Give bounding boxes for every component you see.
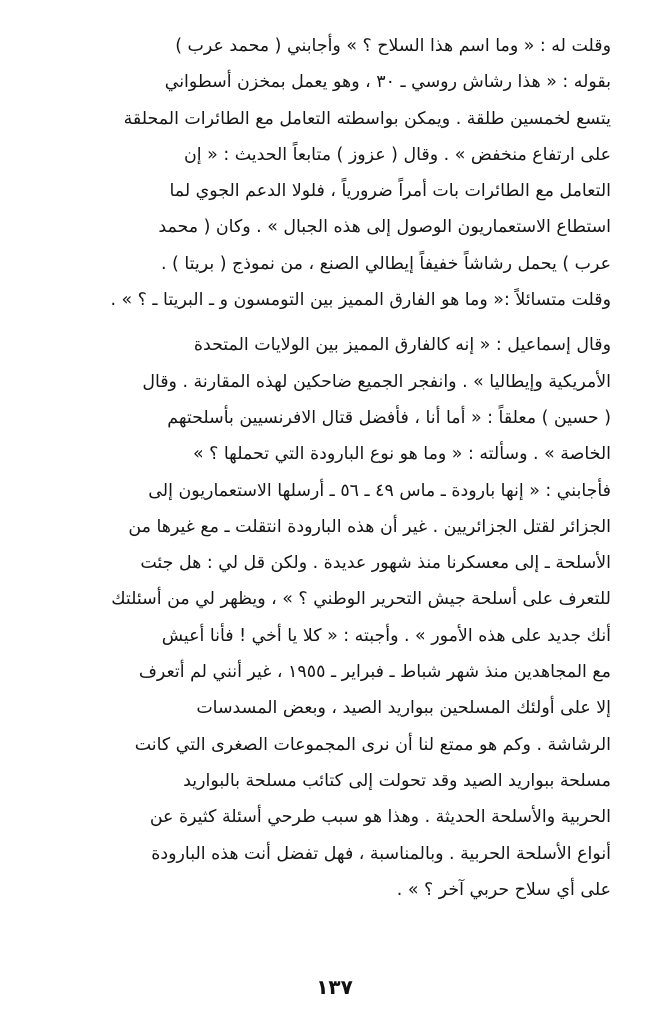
text-line: الخاصة » . وسألته : « وما هو نوع البارودة التي تحملها ؟ » [192,444,611,465]
text-line: الأمريكية وإيطاليا » . وانفجر الجميع ضاحكين لهذه المقارنة . وقال [142,371,611,392]
text-line: الأسلحة ـ إلى معسكرنا منذ شهور عديدة . ولكن قل لي : هل جئت [140,553,611,574]
paragraph-gap [48,318,611,327]
text-line: الجزائر لقتل الجزائريين . غير أن هذه البارودة انتقلت ـ مع غيرها من [128,516,611,537]
text-line: إلا على أولئك المسلحين ببواريد الصيد ، وبعض المسدسات [196,698,611,719]
text-line: على ارتفاع منخفض » . وقال ( عزوز ) متابعاً الحديث : « إن [184,144,611,165]
text-line: وقال إسماعيل : « إنه كالفارق المميز بين الولايات المتحدة [193,335,611,356]
text-line: الرشاشة . وكم هو ممتع لنا أن نرى المجموعات الصغرى التي كانت [134,734,611,755]
paragraph-1 [48,28,611,318]
body-text [48,28,611,908]
text-line: على أي سلاح حربي آخر ؟ » . [396,879,611,900]
text-line: التعامل مع الطائرات بات أمراً ضرورياً ، فلولا الدعم الجوي لما [169,181,611,202]
text-line: استطاع الاستعماريون الوصول إلى هذه الجبال » . وكان ( محمد [158,217,611,238]
text-line: بقوله : « هذا رشاش روسي ـ ٣٠ ، وهو يعمل بمخزن أسطواني [164,72,611,93]
text-line: مع المجاهدين منذ شهر شباط ـ فبراير ـ ١٩٥٥ ، غير أنني لم أتعرف [138,662,611,683]
text-line: ( حسين ) معلقاً : « أما أنا ، فأفضل قتال الافرنسيين بأسلحتهم [167,407,611,428]
text-line: عرب ) يحمل رشاشاً خفيفاً إيطالي الصنع ، من نموذج ( بريتا ) . [161,253,611,274]
text-line: مسلحة ببواريد الصيد وقد تحولت إلى كتائب مسلحة بالبواريد [183,770,611,791]
text-line: الحربية والأسلحة الحديثة . وهذا هو سبب طرحي أسئلة كثيرة عن [149,807,611,828]
text-line: أنواع الأسلحة الحربية . وبالمناسبة ، فهل تفضل أنت هذه البارودة [151,843,611,864]
text-line: فأجابني : « إنها بارودة ـ ماس ٤٩ ـ ٥٦ ـ أرسلها الاستعماريون إلى [148,480,611,501]
page-number: ١٣٧ [316,975,353,999]
text-line: أنك جديد على هذه الأمور » . وأجبته : « كلا يا أخي ! فأنا أعيش [161,625,611,646]
paragraph-2 [48,327,611,908]
text-line: للتعرف على أسلحة جيش التحرير الوطني ؟ » ، ويظهر لي من أسئلتك [111,589,611,610]
text-line: وقلت له : « وما اسم هذا السلاح ؟ » وأجابني ( محمد عرب ) [175,36,611,56]
text-line: وقلت متسائلاً :« وما هو الفارق المميز بين التومسون و ـ البريتا ـ ؟ » . [110,290,611,311]
text-line: يتسع لخمسين طلقة . ويمكن بواسطته التعامل مع الطائرات المحلقة [123,108,611,129]
